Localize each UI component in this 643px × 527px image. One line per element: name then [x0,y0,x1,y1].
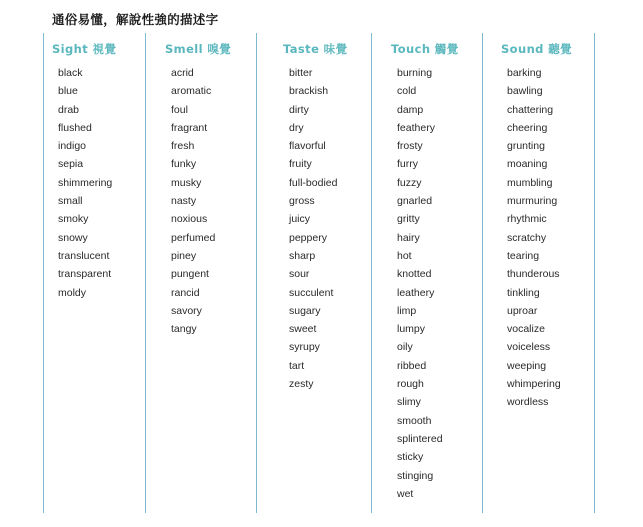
word-item: pungent [171,268,209,281]
column-sight [52,41,116,302]
word-item: cheering [507,121,548,134]
word-item: drab [58,103,80,116]
word-item: ribbed [397,359,427,372]
word-item: rough [397,378,424,391]
word-item: flushed [58,121,92,134]
column-touch [391,41,459,503]
word-item: moaning [507,158,548,171]
word-item: leathery [397,286,435,299]
word-item: tart [289,359,305,372]
word-item: stinging [397,469,434,482]
word-item: acrid [171,67,194,79]
word-item: indigo [58,140,87,153]
word-item: moldy [58,286,87,299]
word-item: sour [289,268,310,281]
word-item: gnarled [397,195,433,208]
column-header: Sound 聽覺 [501,42,572,56]
word-item: snowy [58,231,88,244]
word-item: nasty [171,195,197,208]
column-header: Touch 觸覺 [391,42,459,56]
column-taste [283,41,347,393]
word-item: shimmering [58,176,113,189]
word-item: blue [58,85,78,98]
word-item: dry [289,121,304,134]
word-item: bawling [507,85,543,98]
word-item: feathery [397,121,435,134]
word-item: piney [171,249,197,262]
column-divider [256,33,257,513]
word-item: fragrant [171,121,208,134]
word-item: gross [289,195,315,208]
word-item: dirty [289,103,309,116]
column-divider [43,33,44,513]
word-list [397,64,459,503]
word-item: chattering [507,103,554,116]
word-list [58,64,116,302]
word-item: whimpering [507,378,561,391]
word-item: scratchy [507,231,547,244]
word-list [289,64,347,393]
word-item: weeping [507,359,547,372]
word-item: vocalize [507,323,545,336]
word-item: small [58,195,83,208]
word-list [507,64,572,412]
column-sound [501,41,572,412]
word-item: flavorful [289,140,326,153]
word-item: full-bodied [289,176,338,189]
word-item: barking [507,67,542,79]
word-item: syrupy [289,341,320,354]
word-item: tearing [507,249,540,262]
word-item: cold [397,85,417,98]
word-item: fruity [289,158,312,171]
word-item: musky [171,176,202,189]
word-item: limp [397,304,417,317]
word-item: furry [397,158,418,171]
word-item: perfumed [171,231,216,244]
word-item: juicy [289,213,311,226]
word-item: fresh [171,140,195,153]
column-header: Taste 味覺 [283,42,348,56]
word-item: lumpy [397,323,426,336]
word-item: funky [171,158,197,171]
word-item: savory [171,304,202,317]
word-item: smooth [397,414,432,427]
word-item: uproar [507,304,538,317]
word-item: succulent [289,286,334,299]
column-header: Sight 視覺 [52,42,117,56]
word-list [171,64,231,338]
word-item: slimy [397,396,421,409]
descriptive-words-table [43,33,595,513]
page-title: 通俗易懂，解說性強的描述字 [52,12,219,27]
word-item: peppery [289,231,327,244]
word-item: grunting [507,140,545,153]
word-item: knotted [397,268,432,281]
word-item: damp [397,103,424,116]
word-item: brackish [289,85,329,98]
word-item: burning [397,67,433,79]
word-item: murmuring [507,195,558,208]
word-item: splintered [397,432,443,445]
word-item: voiceless [507,341,551,354]
word-item: gritty [397,213,420,226]
word-item: rhythmic [507,213,547,226]
word-item: foul [171,103,188,116]
word-item: noxious [171,213,208,226]
word-item: smoky [58,213,89,226]
word-item: aromatic [171,85,212,98]
word-item: sharp [289,249,316,262]
word-item: tangy [171,323,197,336]
word-item: frosty [397,140,423,153]
word-item: fuzzy [397,176,422,189]
word-item: transparent [58,268,112,281]
column-divider [594,33,595,513]
word-item: zesty [289,378,314,391]
word-item: oily [397,341,413,354]
word-item: hairy [397,231,420,244]
word-item: thunderous [507,268,560,281]
word-item: rancid [171,286,200,299]
word-item: wet [397,487,414,500]
word-item: translucent [58,249,110,262]
word-item: black [58,67,83,79]
column-divider [482,33,483,513]
word-item: sugary [289,304,321,317]
word-item: tinkling [507,286,540,299]
column-smell [165,41,231,338]
word-item: wordless [507,396,549,409]
word-item: mumbling [507,176,553,189]
word-item: sweet [289,323,317,336]
word-item: sticky [397,451,424,464]
word-item: bitter [289,67,313,79]
column-header: Smell 嗅覺 [165,42,232,56]
word-item: sepia [58,158,84,171]
word-item: hot [397,249,412,262]
column-divider [145,33,146,513]
column-divider [371,33,372,513]
